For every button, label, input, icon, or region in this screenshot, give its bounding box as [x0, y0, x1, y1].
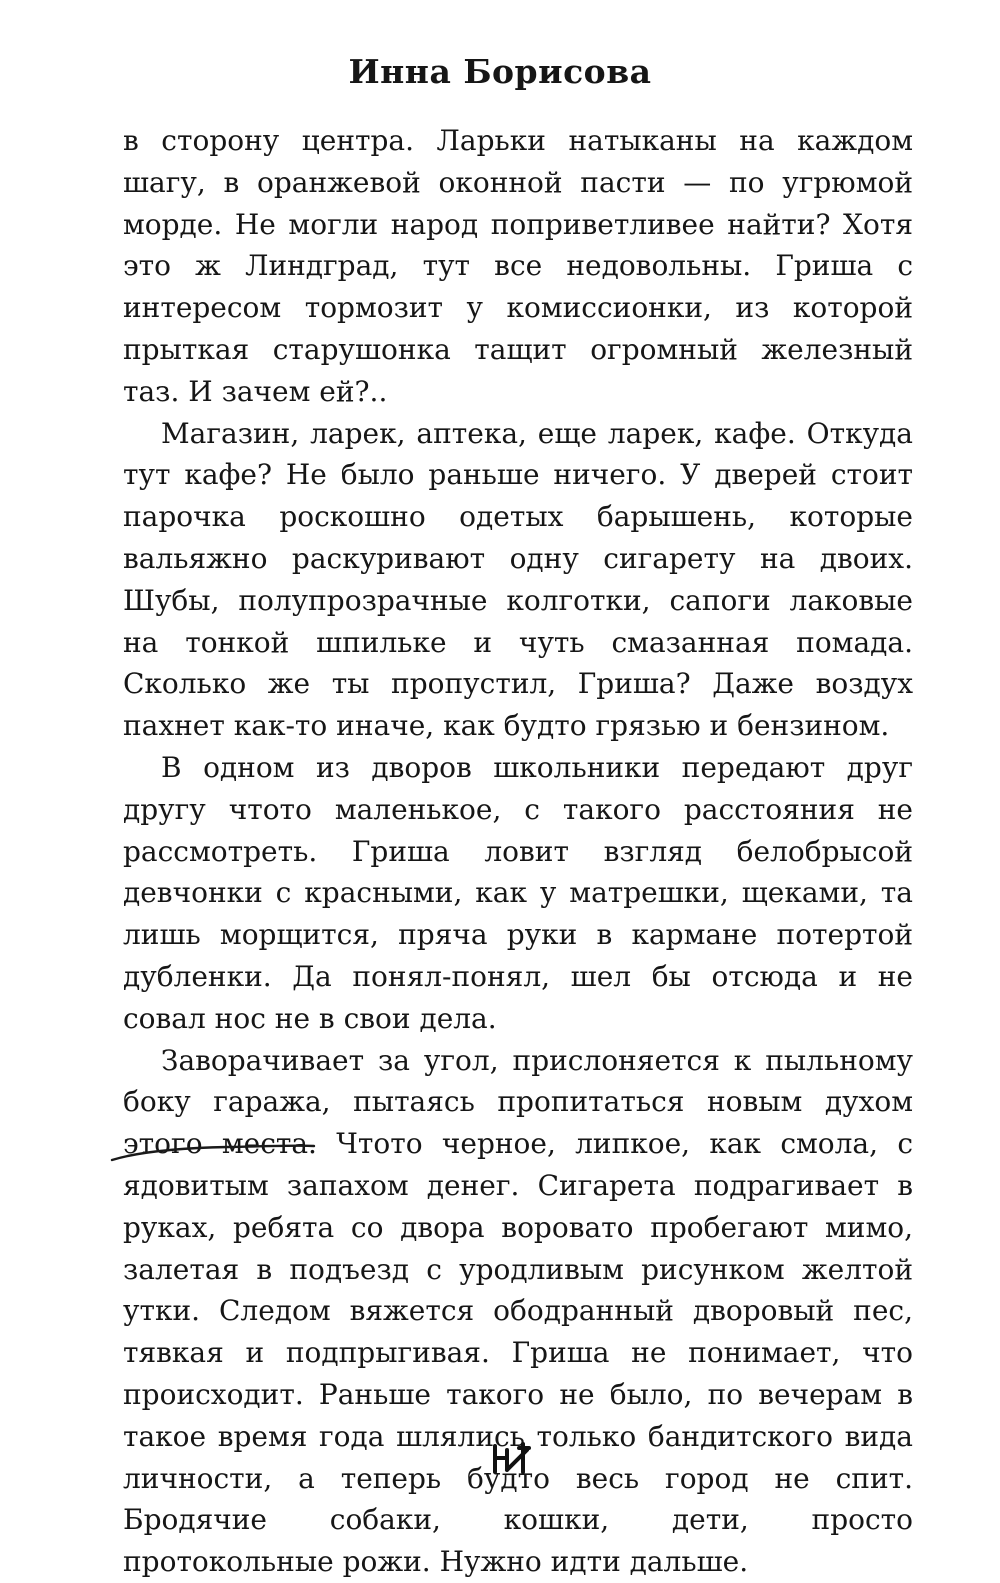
paragraph: В одном из дворов школьники передают друг другу чтото маленькое, с такого расстояния не рассмотреть. Гриша ловит взгляд белобрысой девчонки с красными, как у матрешки, щеками, та лишь морщится, пряча руки в кармане потертой дубленки. Да понял-понял, шел бы отсюда и не совал нос не в свои дела. — [123, 750, 913, 1035]
handwritten-underline — [108, 1138, 318, 1168]
running-head: Инна Борисова — [348, 52, 652, 91]
paragraph: Магазин, ларек, аптека, еще ларек, кафе. Откуда тут кафе? Не было раньше ничего. У дверей стоит парочка роскошно одетых барышень, которые вальяжно раскуривают одну сигарету на двоих. Шубы, полупрозрачные колготки, сапоги лаковые на тонкой шпильке и чуть смазанная помада. Сколько же ты пропустил, Гриша? Даже воздух пахнет как-то иначе, как будто грязью и бензином. — [123, 416, 913, 743]
ornament-icon — [489, 1440, 533, 1476]
paragraph: Заворачивает за угол, прислоняется к пыльному боку гаража, пытаясь пропитаться новым духом этого места. Чтото черное, липкое, как смола, с ядовитым запахом денег. Сигарета подрагивает в руках, ребята со двора воровато пробегают мимо, залетая в подъезд с уродливым рисунком желтой утки. Следом вяжется ободранный дворовый пес, тявкая и подпрыгивая. Гриша не понимает, что происходит. Раньше такого не было, по вечерам в такое время года шлялись только бандитского вида личности, а теперь будто весь город не спит. Бродячие собаки, кошки, дети, просто протокольные рожи. Нужно идти дальше. — [123, 1043, 913, 1579]
body-text — [123, 120, 913, 1583]
paragraph: в сторону центра. Ларьки натыканы на каждом шагу, в оранжевой оконной пасти — по угрюмой морде. Не могли народ поприветливее найти? Хотя это ж Линдград, тут все недовольны. Гриша с интересом тормозит у комиссионки, из которой прыткая старушонка тащит огромный железный таз. И зачем ей?.. — [123, 124, 913, 408]
